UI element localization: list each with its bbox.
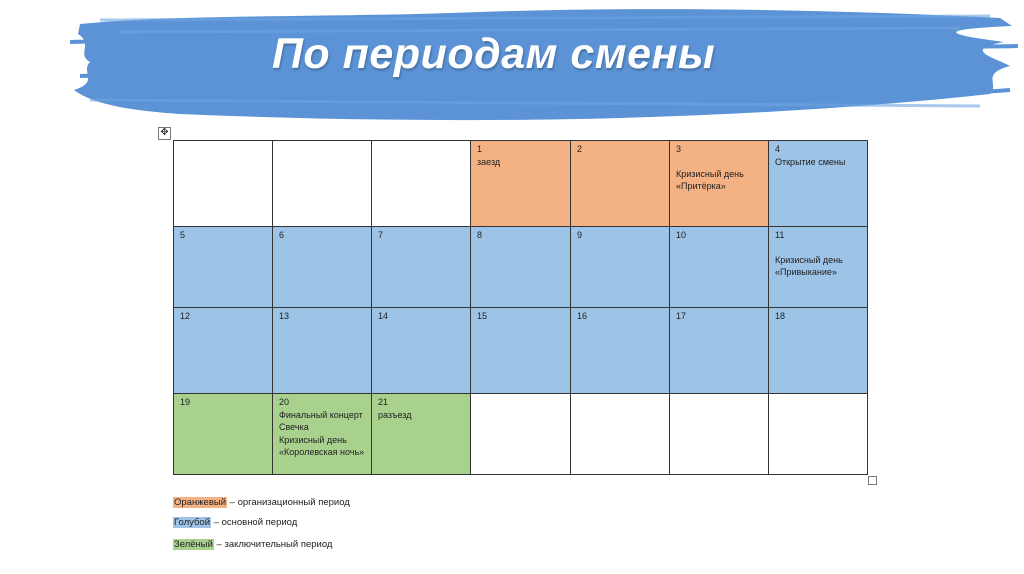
calendar-day-cell[interactable] [571, 394, 670, 475]
day-number: 18 [775, 311, 786, 321]
day-number: 8 [477, 230, 483, 240]
legend-item-blue [173, 517, 297, 528]
calendar-day-cell[interactable] [769, 308, 868, 394]
legend-item-green [173, 539, 332, 550]
day-note: Финальный концерт [279, 409, 363, 420]
day-note: заезд [477, 156, 501, 167]
table-move-handle-icon[interactable]: ✥ [158, 127, 171, 140]
day-note: Кризисный день [676, 168, 744, 179]
page-title: По периодам смены [272, 30, 716, 78]
legend-label-blue: Голубой [174, 517, 211, 528]
table-resize-handle-icon[interactable] [868, 476, 877, 485]
calendar-table [173, 140, 868, 475]
calendar-day-cell[interactable] [273, 308, 372, 394]
day-number: 16 [577, 311, 588, 321]
day-number: 6 [279, 230, 285, 240]
calendar-day-cell[interactable] [174, 141, 273, 227]
calendar-day-cell[interactable] [471, 308, 571, 394]
calendar-day-cell[interactable] [571, 227, 670, 308]
day-note: «Притёрка» [676, 181, 726, 191]
day-number: 15 [477, 311, 488, 321]
calendar-day-cell[interactable] [670, 141, 769, 227]
day-note: Кризисный день [775, 254, 843, 265]
day-note: разъезд [378, 409, 412, 420]
day-number: 7 [378, 230, 384, 240]
calendar-day-cell[interactable] [273, 394, 372, 475]
legend-label-green: Зелёный [174, 539, 213, 550]
calendar-day-cell[interactable] [571, 141, 670, 227]
calendar-day-cell[interactable] [174, 227, 273, 308]
day-number: 19 [180, 397, 191, 407]
day-number: 17 [676, 311, 687, 321]
day-note: Кризисный день [279, 434, 347, 445]
calendar-day-cell[interactable] [670, 227, 769, 308]
calendar-day-cell[interactable] [273, 141, 372, 227]
calendar-day-cell[interactable] [571, 308, 670, 394]
day-number: 14 [378, 311, 389, 321]
calendar-week-row [174, 394, 868, 475]
day-note: «Королевская ночь» [279, 447, 365, 457]
day-number: 12 [180, 311, 191, 321]
calendar-day-cell[interactable] [372, 394, 471, 475]
day-number: 10 [676, 230, 687, 240]
calendar-day-cell[interactable] [273, 227, 372, 308]
calendar-day-cell[interactable] [372, 141, 471, 227]
day-number: 21 [378, 397, 389, 407]
calendar-day-cell[interactable] [769, 141, 868, 227]
day-number: 5 [180, 230, 186, 240]
calendar-day-cell[interactable] [471, 227, 571, 308]
calendar-day-cell[interactable] [670, 394, 769, 475]
day-number: 11 [775, 230, 785, 240]
calendar-week-row [174, 308, 868, 394]
calendar-week-row [174, 227, 868, 308]
day-number: 4 [775, 144, 781, 154]
day-number: 9 [577, 230, 583, 240]
day-number: 1 [477, 144, 483, 154]
legend-text-blue: – основной период [211, 517, 298, 528]
calendar-day-cell[interactable] [372, 308, 471, 394]
day-note: «Привыкание» [775, 267, 837, 277]
day-note: Свечка [279, 422, 309, 432]
legend-label-orange: Оранжевый [174, 497, 227, 508]
calendar-day-cell[interactable] [670, 308, 769, 394]
legend-item-orange [173, 497, 350, 508]
legend-text-orange: – организационный период [227, 497, 350, 508]
calendar-week-row [174, 141, 868, 227]
calendar-day-cell[interactable] [372, 227, 471, 308]
legend-text-green: – заключительный период [213, 539, 333, 550]
calendar-day-cell[interactable] [174, 308, 273, 394]
calendar-day-cell[interactable] [769, 227, 868, 308]
day-number: 13 [279, 311, 290, 321]
calendar-day-cell[interactable] [174, 394, 273, 475]
day-number: 20 [279, 397, 290, 407]
day-note: Открытие смены [775, 156, 846, 167]
day-number: 2 [577, 144, 583, 154]
calendar-day-cell[interactable] [471, 394, 571, 475]
calendar-day-cell[interactable] [769, 394, 868, 475]
calendar-day-cell[interactable] [471, 141, 571, 227]
day-number: 3 [676, 144, 682, 154]
